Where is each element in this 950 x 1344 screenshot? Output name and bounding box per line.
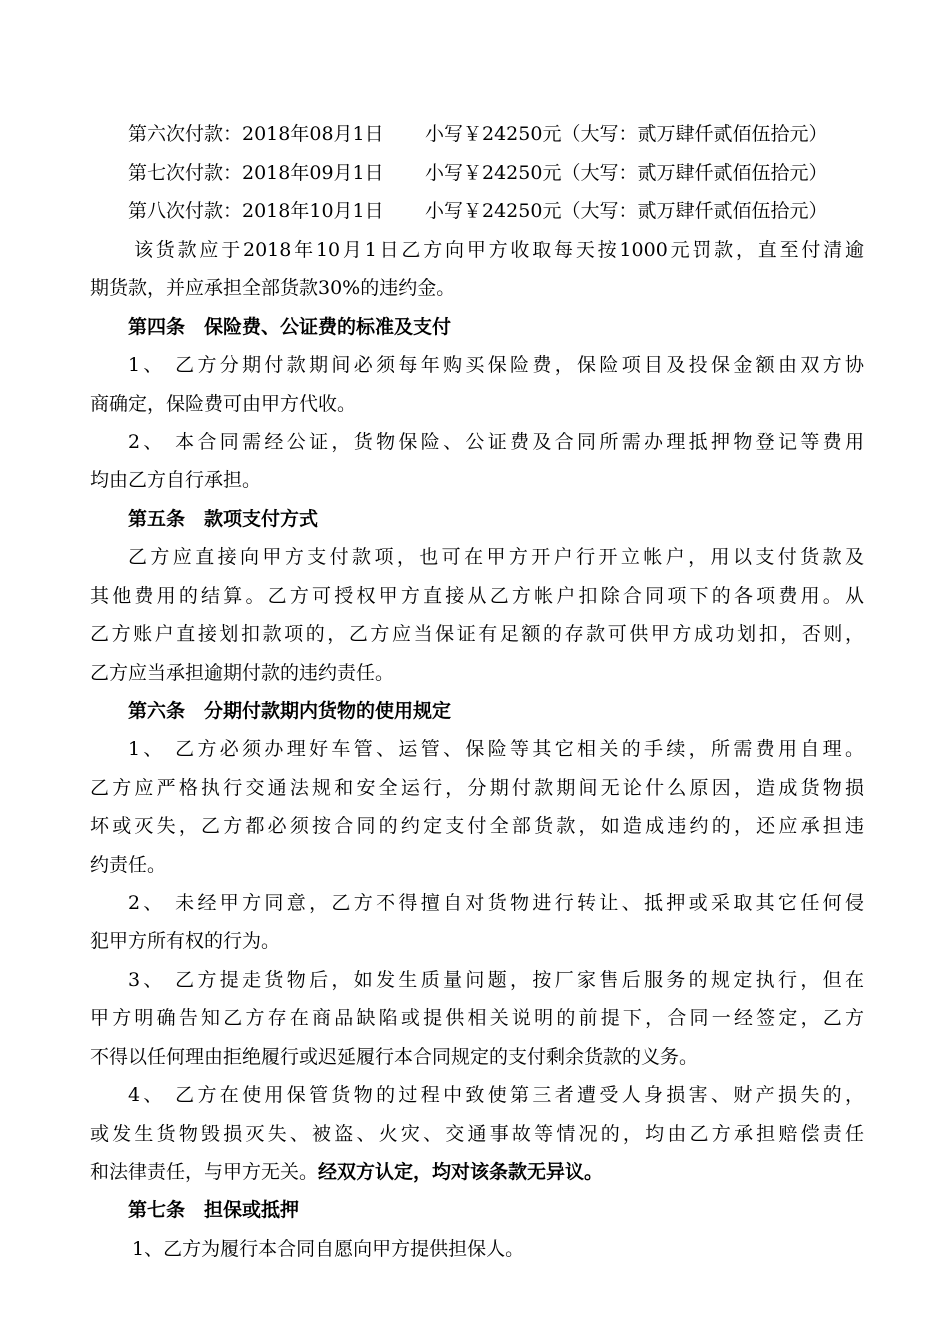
clause-text: 乙方账户直接划扣款项的，乙方应当保证有足额的存款可供甲方成功划扣，否则，: [90, 623, 864, 645]
article6-item1-line3: [90, 809, 864, 843]
payment-amount: 小写￥24250元（大写：贰万肆仟贰佰伍拾元）: [425, 200, 828, 222]
payment-row-6: [0, 117, 950, 151]
clause-text: 商确定，保险费可由甲方代收。: [90, 393, 357, 415]
payment-label: 第八次付款：: [128, 200, 243, 222]
payment-amount: 小写￥24250元（大写：贰万肆仟贰佰伍拾元）: [425, 123, 828, 145]
overdue-line-2: [90, 271, 864, 305]
agreement-statement: 经双方认定，均对该条款无异议。: [318, 1161, 604, 1183]
payment-label: 第七次付款：: [128, 162, 243, 184]
clause-text: 坏或灭失，乙方都必须按合同的约定支付全部货款，如造成违约的，还应承担违: [90, 815, 864, 837]
clause-text: 2、 未经甲方同意，乙方不得擅自对货物进行转让、抵押或采取其它任何侵: [128, 892, 864, 914]
article7-heading: [128, 1193, 864, 1227]
article4-heading: [128, 310, 864, 344]
section-heading: 第七条 担保或抵押: [128, 1199, 300, 1221]
payment-row-8: [0, 194, 950, 228]
article7-item1: [132, 1232, 864, 1266]
section-heading: 第四条 保险费、公证费的标准及支付: [128, 316, 452, 338]
payment-date: 2018年08月1日: [242, 123, 384, 145]
clause-text: 或发生货物毁损灭失、被盗、火灾、交通事故等情况的，均由乙方承担赔偿责任: [90, 1123, 864, 1145]
clause-text: 4、 乙方在使用保管货物的过程中致使第三者遭受人身损害、财产损失的，: [128, 1084, 864, 1106]
article6-item4-line1: [128, 1078, 864, 1112]
clause-text: 1、 乙方必须办理好车管、运管、保险等其它相关的手续，所需费用自理。: [128, 738, 864, 760]
article6-item2-line1: [128, 886, 864, 920]
article6-item2-line2: [90, 924, 864, 958]
article4-item1-line1: [128, 348, 864, 382]
clause-text: 犯甲方所有权的行为。: [90, 930, 281, 952]
clause-text: 1、 乙方分期付款期间必须每年购买保险费，保险项目及投保金额由双方协: [128, 354, 864, 376]
clause-text: 3、 乙方提走货物后，如发生质量问题，按厂家售后服务的规定执行，但在: [128, 969, 864, 991]
clause-text: 乙方应直接向甲方支付款项，也可在甲方开户行开立帐户，用以支付货款及: [128, 546, 864, 568]
article4-item1-line2: [90, 387, 864, 421]
article6-item4-line2: [90, 1117, 864, 1151]
clause-text: 乙方应严格执行交通法规和安全运行，分期付款期间无论什么原因，造成货物损: [90, 777, 864, 799]
article5-line3: [90, 617, 864, 651]
article6-heading: [128, 694, 864, 728]
article4-item2-line2: [90, 463, 864, 497]
article6-item4-line3: [90, 1155, 864, 1189]
article6-item1-line2: [90, 771, 864, 805]
clause-text: 其他费用的结算。乙方可授权甲方直接从乙方帐户扣除合同项下的各项费用。从: [90, 585, 864, 607]
section-heading: 第五条 款项支付方式: [128, 508, 319, 530]
overdue-text: 期货款，并应承担全部货款30%的违约金。: [90, 277, 456, 299]
clause-text: 约责任。: [90, 854, 167, 876]
clause-text: 和法律责任，与甲方无关。: [90, 1161, 319, 1183]
section-heading: 第六条 分期付款期内货物的使用规定: [128, 700, 452, 722]
overdue-line-1: [134, 233, 864, 267]
clause-text: 1、乙方为履行本合同自愿向甲方提供担保人。: [132, 1238, 525, 1260]
article4-item2-line1: [128, 425, 864, 459]
payment-date: 2018年10月1日: [242, 200, 384, 222]
article6-item3-line1: [128, 963, 864, 997]
payment-row-7: [0, 156, 950, 190]
article6-item3-line2: [90, 1001, 864, 1035]
article6-item3-line3: [90, 1040, 864, 1074]
clause-text: 2、 本合同需经公证，货物保险、公证费及合同所需办理抵押物登记等费用: [128, 431, 864, 453]
article6-item1-line1: [128, 732, 864, 766]
article5-line1: [128, 540, 864, 574]
article5-line4: [90, 656, 864, 690]
clause-text: 乙方应当承担逾期付款的违约责任。: [90, 662, 395, 684]
clause-text: 甲方明确告知乙方存在商品缺陷或提供相关说明的前提下，合同一经签定，乙方: [90, 1007, 864, 1029]
payment-amount: 小写￥24250元（大写：贰万肆仟贰佰伍拾元）: [425, 162, 828, 184]
payment-date: 2018年09月1日: [242, 162, 384, 184]
payment-label: 第六次付款：: [128, 123, 243, 145]
overdue-text: 该货款应于2018年10月1日乙方向甲方收取每天按1000元罚款，直至付清逾: [134, 239, 864, 261]
clause-text: 均由乙方自行承担。: [90, 469, 262, 491]
article5-heading: [128, 502, 864, 536]
article5-line2: [90, 579, 864, 613]
article6-item1-line4: [90, 848, 864, 882]
clause-text: 不得以任何理由拒绝履行或迟延履行本合同规定的支付剩余货款的义务。: [90, 1046, 699, 1068]
